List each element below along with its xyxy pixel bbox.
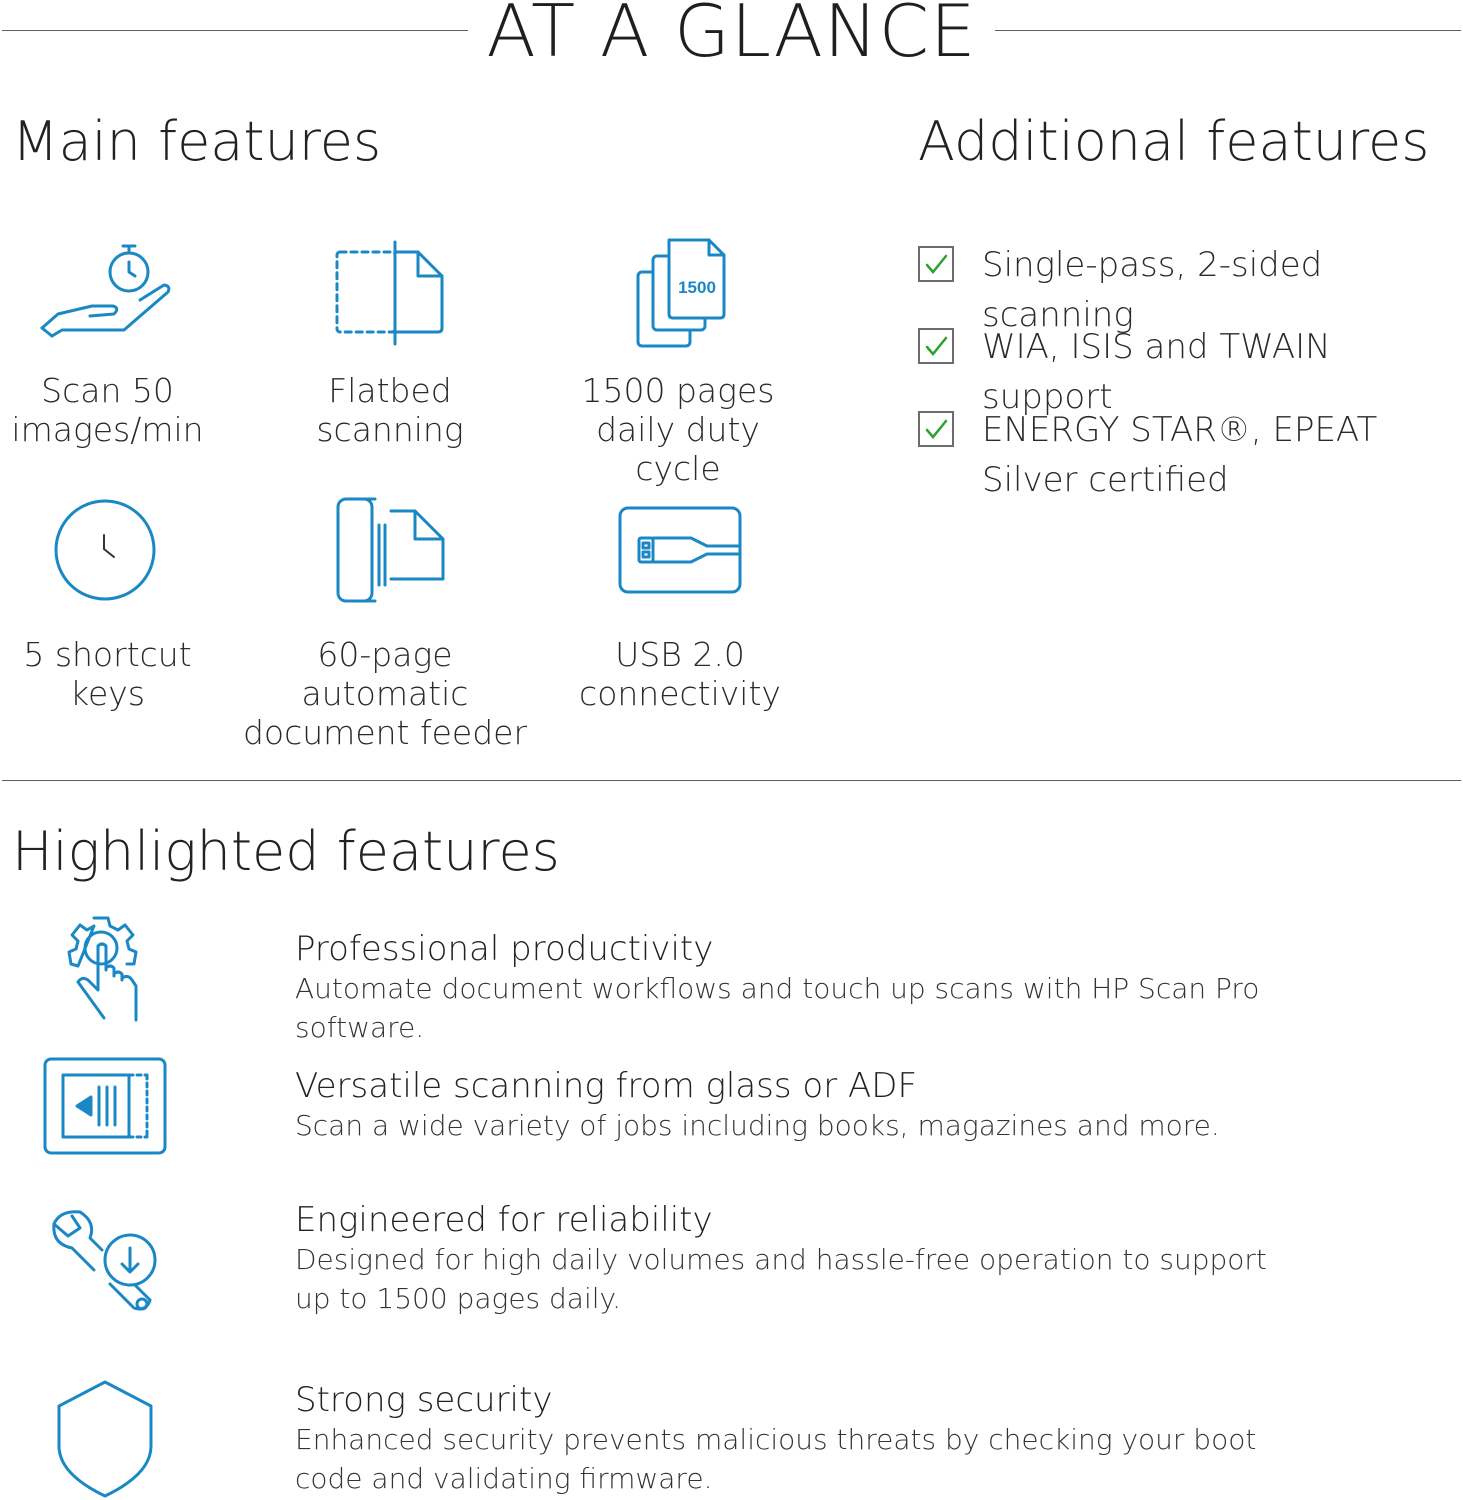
feature-adf bbox=[235, 495, 535, 752]
additional-feature-label: ENERGY STAR®, EPEAT Silver certified bbox=[982, 410, 1378, 500]
highlight-title: Engineered for reliability bbox=[295, 1200, 713, 1240]
hand-stopwatch-icon bbox=[40, 240, 174, 340]
main-features-heading: Main features bbox=[12, 110, 382, 173]
clock-icon bbox=[52, 497, 158, 603]
highlighted-features-heading: Highlighted features bbox=[12, 820, 560, 883]
flatbed-scan-icon bbox=[334, 240, 446, 346]
highlight-description: Enhanced security prevents malicious threats by checking your boot code and validating firmware. bbox=[295, 1423, 1257, 1495]
additional-feature-label: Single-pass, 2-sided scanning bbox=[982, 245, 1323, 335]
highlight-row bbox=[0, 1380, 1463, 1500]
highlight-description: Scan a wide variety of jobs including books, magazines and more. bbox=[295, 1109, 1220, 1142]
feature-scan-speed bbox=[5, 240, 210, 455]
checkbox-checked bbox=[918, 411, 954, 447]
feature-label: 5 shortcut keys bbox=[23, 635, 192, 713]
feature-usb bbox=[560, 505, 800, 717]
svg-text:1500: 1500 bbox=[678, 278, 716, 297]
feature-label: 60-page automatic document feeder bbox=[242, 635, 528, 752]
checkbox-checked bbox=[918, 246, 954, 282]
highlight-title: Professional productivity bbox=[295, 929, 714, 969]
page-title: AT A GLANCE bbox=[0, 0, 1463, 74]
feature-label: Scan 50 images/min bbox=[11, 371, 204, 449]
highlight-description: Automate document workflows and touch up scans with HP Scan Pro software. bbox=[295, 972, 1260, 1044]
additional-features-heading: Additional features bbox=[918, 110, 1430, 173]
highlight-row bbox=[0, 1066, 1463, 1166]
gear-touch-icon bbox=[66, 914, 146, 1024]
feature-label: 1500 pages daily duty cycle bbox=[581, 371, 775, 488]
feature-duty-cycle bbox=[553, 236, 803, 488]
highlight-description: Designed for high daily volumes and hassle-free operation to support up to 1500 pages daily. bbox=[295, 1243, 1267, 1315]
feature-label: Flatbed scanning bbox=[316, 371, 464, 449]
shield-icon bbox=[55, 1380, 155, 1498]
section-divider bbox=[2, 780, 1461, 781]
document-feeder-icon bbox=[335, 495, 447, 605]
feature-label: USB 2.0 connectivity bbox=[579, 635, 781, 713]
wrench-download-icon bbox=[50, 1208, 160, 1314]
checkbox-checked bbox=[918, 328, 954, 364]
highlight-row bbox=[0, 929, 1463, 1044]
usb-icon bbox=[617, 505, 743, 595]
highlight-title: Versatile scanning from glass or ADF bbox=[295, 1066, 917, 1106]
highlight-row bbox=[0, 1200, 1463, 1340]
additional-feature-label: WIA, ISIS and TWAIN support bbox=[982, 327, 1331, 417]
feature-shortcut-keys bbox=[5, 497, 210, 717]
scan-glass-adf-icon bbox=[43, 1057, 167, 1155]
feature-flatbed bbox=[270, 240, 510, 455]
highlight-title: Strong security bbox=[295, 1380, 553, 1420]
page-stack-icon bbox=[635, 236, 727, 348]
